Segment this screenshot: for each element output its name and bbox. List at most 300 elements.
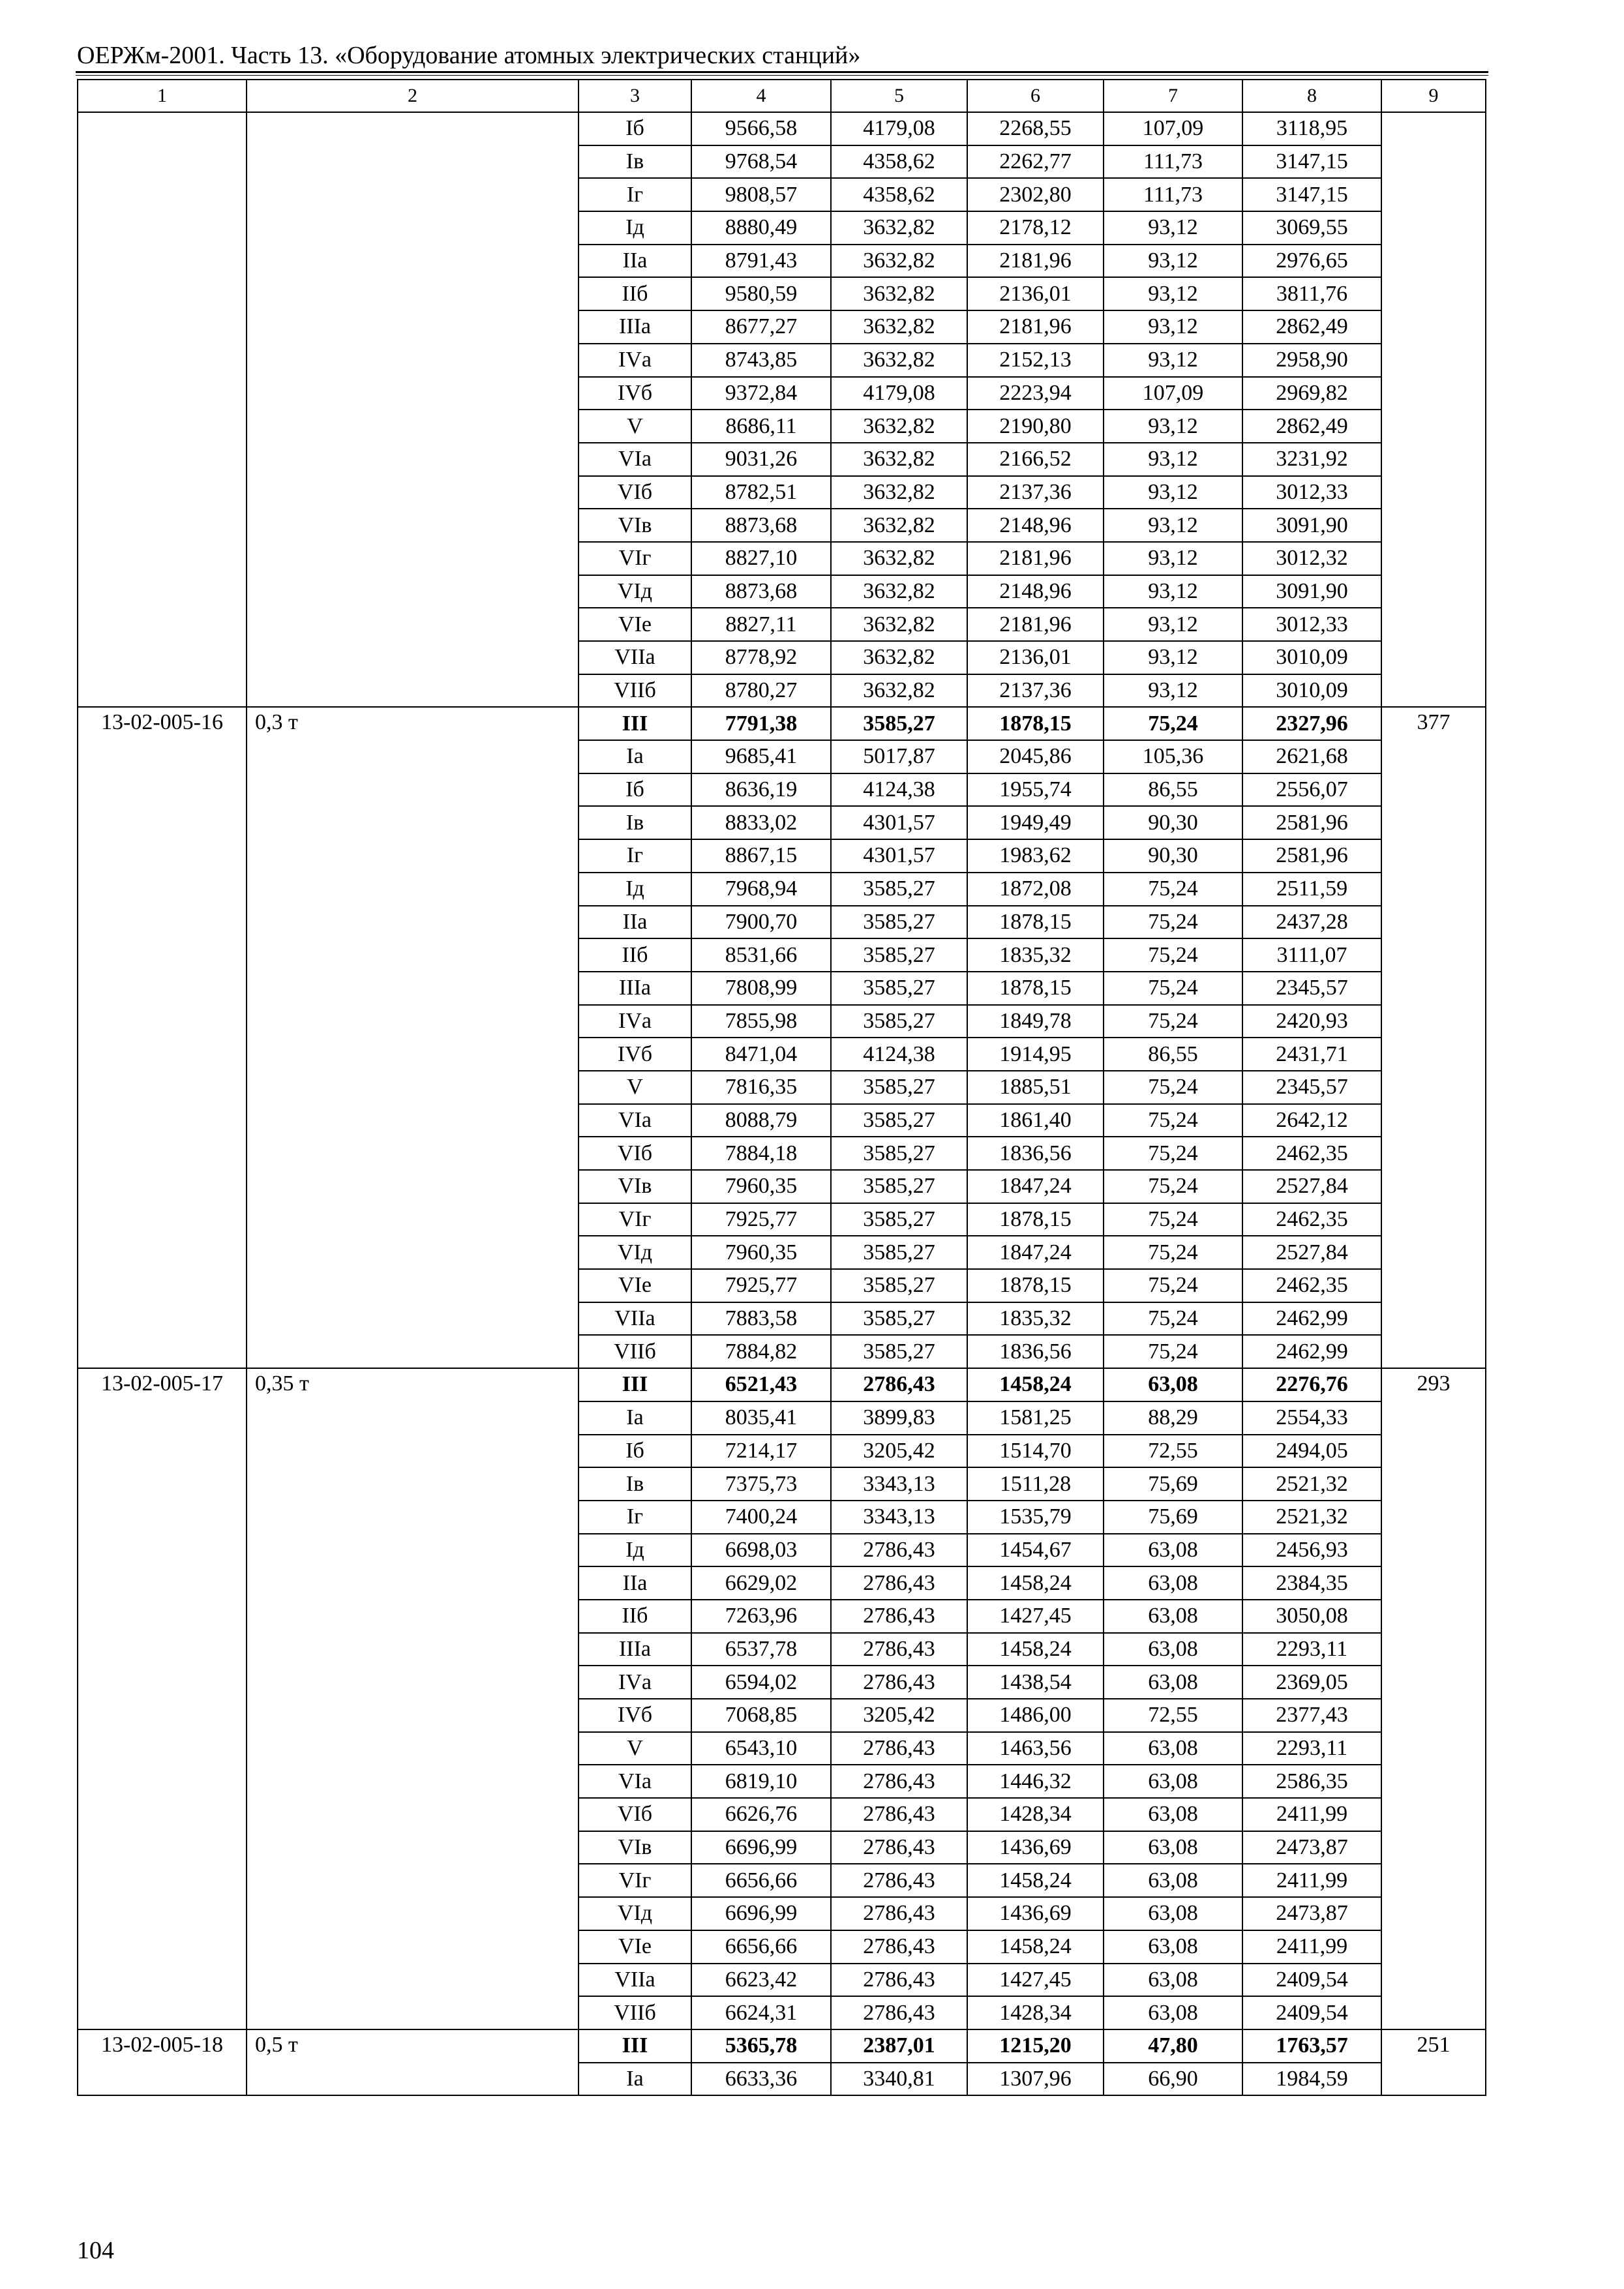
zone-cell: Iб (579, 112, 691, 145)
value-cell: 72,55 (1104, 1699, 1242, 1732)
value-cell: 1849,78 (967, 1005, 1104, 1038)
value-cell: 63,08 (1104, 1732, 1242, 1765)
value-cell: 2462,35 (1242, 1137, 1381, 1170)
value-cell: 75,24 (1104, 707, 1242, 740)
value-cell: 1427,45 (967, 1600, 1104, 1633)
value-cell: 7968,94 (691, 873, 831, 906)
zone-cell: Iб (579, 773, 691, 807)
rate-code-cell: 13-02-005-18 (78, 2029, 247, 2095)
zone-cell: VIа (579, 443, 691, 476)
zone-cell: IIб (579, 277, 691, 310)
rates-table-body (78, 80, 1486, 2095)
value-cell: 2511,59 (1242, 873, 1381, 906)
value-cell: 7960,35 (691, 1236, 831, 1269)
value-cell: 93,12 (1104, 575, 1242, 608)
value-cell: 3340,81 (831, 2063, 967, 2096)
value-cell: 1427,45 (967, 1964, 1104, 1997)
zone-cell: VIг (579, 1203, 691, 1236)
value-cell: 72,55 (1104, 1435, 1242, 1468)
value-cell: 2302,80 (967, 178, 1104, 211)
value-cell: 107,09 (1104, 112, 1242, 145)
value-cell: 2462,35 (1242, 1269, 1381, 1302)
value-cell: 63,08 (1104, 1831, 1242, 1864)
value-cell: 1914,95 (967, 1038, 1104, 1071)
value-cell: 1436,69 (967, 1831, 1104, 1864)
value-cell: 9768,54 (691, 145, 831, 179)
value-cell: 4179,08 (831, 377, 967, 410)
value-cell: 6633,36 (691, 2063, 831, 2096)
value-cell: 4358,62 (831, 178, 967, 211)
zone-cell: IVа (579, 1666, 691, 1699)
value-cell: 6537,78 (691, 1633, 831, 1666)
value-cell: 3091,90 (1242, 509, 1381, 542)
zone-cell: IVб (579, 377, 691, 410)
value-cell: 3118,95 (1242, 112, 1381, 145)
zone-cell: VIIа (579, 1302, 691, 1336)
value-cell: 105,36 (1104, 740, 1242, 773)
value-cell: 5365,78 (691, 2029, 831, 2063)
zone-cell: VIIб (579, 1996, 691, 2029)
zone-cell: V (579, 410, 691, 443)
value-cell: 1984,59 (1242, 2063, 1381, 2096)
zone-cell: VIе (579, 608, 691, 641)
value-cell: 75,24 (1104, 1269, 1242, 1302)
value-cell: 9580,59 (691, 277, 831, 310)
zone-cell: IVб (579, 1699, 691, 1732)
value-cell: 7925,77 (691, 1269, 831, 1302)
value-cell: 6696,99 (691, 1897, 831, 1930)
zone-cell: VIб (579, 476, 691, 509)
value-cell: 3069,55 (1242, 211, 1381, 245)
value-cell: 2786,43 (831, 1600, 967, 1633)
value-cell: 2377,43 (1242, 1699, 1381, 1732)
rate-description-cell: 0,5 т (247, 2029, 579, 2095)
value-cell: 2521,32 (1242, 1467, 1381, 1501)
zone-cell: Iд (579, 1534, 691, 1567)
value-cell: 1436,69 (967, 1897, 1104, 1930)
value-cell: 6696,99 (691, 1831, 831, 1864)
value-cell: 111,73 (1104, 178, 1242, 211)
value-cell: 2621,68 (1242, 740, 1381, 773)
value-cell: 107,09 (1104, 377, 1242, 410)
zone-cell: IIIа (579, 310, 691, 344)
zone-cell: VIв (579, 509, 691, 542)
value-cell: 1836,56 (967, 1137, 1104, 1170)
value-cell: 93,12 (1104, 443, 1242, 476)
value-cell: 2462,99 (1242, 1335, 1381, 1368)
value-cell: 7960,35 (691, 1170, 831, 1203)
value-cell: 8873,68 (691, 509, 831, 542)
zone-cell: VIв (579, 1170, 691, 1203)
value-cell: 1847,24 (967, 1236, 1104, 1269)
value-cell: 63,08 (1104, 1996, 1242, 2029)
value-cell: 6624,31 (691, 1996, 831, 2029)
value-cell: 63,08 (1104, 1765, 1242, 1798)
value-cell: 1835,32 (967, 1302, 1104, 1336)
value-cell: 2958,90 (1242, 344, 1381, 377)
value-cell: 1463,56 (967, 1732, 1104, 1765)
value-cell: 3012,33 (1242, 476, 1381, 509)
value-cell: 4301,57 (831, 806, 967, 839)
value-cell: 6819,10 (691, 1765, 831, 1798)
value-cell: 93,12 (1104, 476, 1242, 509)
value-cell: 2268,55 (967, 112, 1104, 145)
value-cell: 9031,26 (691, 443, 831, 476)
value-cell: 9808,57 (691, 178, 831, 211)
value-cell: 2494,05 (1242, 1435, 1381, 1468)
value-cell: 93,12 (1104, 542, 1242, 575)
value-cell: 3632,82 (831, 344, 967, 377)
value-cell: 7816,35 (691, 1071, 831, 1104)
value-cell: 1763,57 (1242, 2029, 1381, 2063)
zone-cell: IVа (579, 1005, 691, 1038)
value-cell: 3632,82 (831, 476, 967, 509)
value-cell: 75,24 (1104, 1335, 1242, 1368)
value-cell: 63,08 (1104, 1798, 1242, 1831)
column-number: 3 (579, 80, 691, 112)
zone-cell: Iв (579, 1467, 691, 1501)
value-cell: 1949,49 (967, 806, 1104, 839)
value-cell: 8780,27 (691, 674, 831, 708)
value-cell: 8827,10 (691, 542, 831, 575)
value-cell: 7855,98 (691, 1005, 831, 1038)
value-cell: 1511,28 (967, 1467, 1104, 1501)
column-number-row (78, 80, 1486, 112)
value-cell: 2431,71 (1242, 1038, 1381, 1071)
zone-cell: IIб (579, 938, 691, 972)
value-cell: 7900,70 (691, 906, 831, 939)
value-cell: 6594,02 (691, 1666, 831, 1699)
zone-cell: IIа (579, 1566, 691, 1600)
table-row (78, 112, 1486, 145)
value-cell: 3585,27 (831, 1005, 967, 1038)
zone-cell: VIа (579, 1765, 691, 1798)
value-cell: 2786,43 (831, 1930, 967, 1964)
value-cell: 8867,15 (691, 839, 831, 873)
value-cell: 75,24 (1104, 1104, 1242, 1137)
value-cell: 2473,87 (1242, 1831, 1381, 1864)
column-9-cell: 377 (1381, 707, 1486, 1368)
value-cell: 4301,57 (831, 839, 967, 873)
column-number: 2 (247, 80, 579, 112)
value-cell: 3585,27 (831, 707, 967, 740)
value-cell: 2148,96 (967, 575, 1104, 608)
value-cell: 2786,43 (831, 1831, 967, 1864)
value-cell: 7925,77 (691, 1203, 831, 1236)
value-cell: 63,08 (1104, 1964, 1242, 1997)
value-cell: 2521,32 (1242, 1501, 1381, 1534)
value-cell: 8782,51 (691, 476, 831, 509)
value-cell: 63,08 (1104, 1666, 1242, 1699)
value-cell: 2262,77 (967, 145, 1104, 179)
zone-cell: III (579, 1368, 691, 1401)
value-cell: 3010,09 (1242, 674, 1381, 708)
column-9-cell (1381, 112, 1486, 707)
value-cell: 3343,13 (831, 1501, 967, 1534)
value-cell: 2527,84 (1242, 1236, 1381, 1269)
column-number: 6 (967, 80, 1104, 112)
value-cell: 63,08 (1104, 1897, 1242, 1930)
value-cell: 3205,42 (831, 1435, 967, 1468)
column-number: 1 (78, 80, 247, 112)
value-cell: 2293,11 (1242, 1633, 1381, 1666)
rate-description-cell: 0,3 т (247, 707, 579, 1368)
zone-cell: VIд (579, 1236, 691, 1269)
value-cell: 3585,27 (831, 906, 967, 939)
value-cell: 1847,24 (967, 1170, 1104, 1203)
value-cell: 2786,43 (831, 1666, 967, 1699)
value-cell: 2327,96 (1242, 707, 1381, 740)
value-cell: 2384,35 (1242, 1566, 1381, 1600)
value-cell: 1458,24 (967, 1864, 1104, 1897)
value-cell: 1486,00 (967, 1699, 1104, 1732)
value-cell: 2976,65 (1242, 245, 1381, 278)
value-cell: 2409,54 (1242, 1964, 1381, 1997)
value-cell: 2276,76 (1242, 1368, 1381, 1401)
value-cell: 2786,43 (831, 1996, 967, 2029)
column-number: 7 (1104, 80, 1242, 112)
zone-cell: VIе (579, 1930, 691, 1964)
value-cell: 3632,82 (831, 211, 967, 245)
zone-cell: VIг (579, 542, 691, 575)
value-cell: 1458,24 (967, 1368, 1104, 1401)
value-cell: 2862,49 (1242, 310, 1381, 344)
value-cell: 2369,05 (1242, 1666, 1381, 1699)
value-cell: 7375,73 (691, 1467, 831, 1501)
value-cell: 47,80 (1104, 2029, 1242, 2063)
value-cell: 9566,58 (691, 112, 831, 145)
value-cell: 63,08 (1104, 1368, 1242, 1401)
value-cell: 4179,08 (831, 112, 967, 145)
header-rule-thin (76, 75, 1488, 76)
value-cell: 2136,01 (967, 277, 1104, 310)
value-cell: 8880,49 (691, 211, 831, 245)
value-cell: 3811,76 (1242, 277, 1381, 310)
zone-cell: VIIа (579, 1964, 691, 1997)
value-cell: 2473,87 (1242, 1897, 1381, 1930)
zone-cell: VIIа (579, 641, 691, 674)
rates-table (77, 79, 1486, 2096)
value-cell: 3632,82 (831, 245, 967, 278)
value-cell: 3585,27 (831, 1335, 967, 1368)
value-cell: 63,08 (1104, 1600, 1242, 1633)
value-cell: 93,12 (1104, 310, 1242, 344)
value-cell: 1878,15 (967, 906, 1104, 939)
value-cell: 2293,11 (1242, 1732, 1381, 1765)
value-cell: 63,08 (1104, 1633, 1242, 1666)
value-cell: 93,12 (1104, 211, 1242, 245)
value-cell: 111,73 (1104, 145, 1242, 179)
value-cell: 1878,15 (967, 1269, 1104, 1302)
value-cell: 7791,38 (691, 707, 831, 740)
zone-cell: Iд (579, 873, 691, 906)
zone-cell: IIб (579, 1600, 691, 1633)
value-cell: 8088,79 (691, 1104, 831, 1137)
header-rule (76, 71, 1488, 73)
value-cell: 8833,02 (691, 806, 831, 839)
table-row (78, 2029, 1486, 2063)
value-cell: 4124,38 (831, 1038, 967, 1071)
zone-cell: Iа (579, 2063, 691, 2096)
value-cell: 1861,40 (967, 1104, 1104, 1137)
value-cell: 3632,82 (831, 410, 967, 443)
value-cell: 6623,42 (691, 1964, 831, 1997)
value-cell: 75,69 (1104, 1501, 1242, 1534)
value-cell: 8873,68 (691, 575, 831, 608)
column-9-cell: 251 (1381, 2029, 1486, 2095)
value-cell: 2152,13 (967, 344, 1104, 377)
zone-cell: Iа (579, 1401, 691, 1435)
value-cell: 2581,96 (1242, 806, 1381, 839)
zone-cell: Iа (579, 740, 691, 773)
rate-description-cell: 0,35 т (247, 1368, 579, 2029)
value-cell: 6521,43 (691, 1368, 831, 1401)
value-cell: 2223,94 (967, 377, 1104, 410)
value-cell: 2137,36 (967, 674, 1104, 708)
zone-cell: V (579, 1071, 691, 1104)
value-cell: 2786,43 (831, 1534, 967, 1567)
value-cell: 3632,82 (831, 542, 967, 575)
value-cell: 2554,33 (1242, 1401, 1381, 1435)
value-cell: 93,12 (1104, 674, 1242, 708)
value-cell: 75,24 (1104, 972, 1242, 1005)
value-cell: 3585,27 (831, 1137, 967, 1170)
value-cell: 2181,96 (967, 608, 1104, 641)
value-cell: 1983,62 (967, 839, 1104, 873)
value-cell: 1535,79 (967, 1501, 1104, 1534)
zone-cell: Iг (579, 178, 691, 211)
value-cell: 4358,62 (831, 145, 967, 179)
value-cell: 2411,99 (1242, 1864, 1381, 1897)
value-cell: 1878,15 (967, 707, 1104, 740)
column-number: 9 (1381, 80, 1486, 112)
zone-cell: Iв (579, 806, 691, 839)
value-cell: 2642,12 (1242, 1104, 1381, 1137)
zone-cell: Iб (579, 1435, 691, 1468)
value-cell: 93,12 (1104, 344, 1242, 377)
value-cell: 6656,66 (691, 1930, 831, 1964)
value-cell: 6698,03 (691, 1534, 831, 1567)
value-cell: 2137,36 (967, 476, 1104, 509)
value-cell: 75,69 (1104, 1467, 1242, 1501)
value-cell: 1955,74 (967, 773, 1104, 807)
value-cell: 1514,70 (967, 1435, 1104, 1468)
value-cell: 2409,54 (1242, 1996, 1381, 2029)
zone-cell: Iд (579, 211, 691, 245)
value-cell: 6656,66 (691, 1864, 831, 1897)
value-cell: 3632,82 (831, 310, 967, 344)
value-cell: 2786,43 (831, 1765, 967, 1798)
value-cell: 1428,34 (967, 1996, 1104, 2029)
value-cell: 2437,28 (1242, 906, 1381, 939)
value-cell: 8778,92 (691, 641, 831, 674)
value-cell: 3632,82 (831, 509, 967, 542)
page-number: 104 (77, 2237, 114, 2264)
value-cell: 93,12 (1104, 410, 1242, 443)
value-cell: 3205,42 (831, 1699, 967, 1732)
column-number: 8 (1242, 80, 1381, 112)
value-cell: 3585,27 (831, 1236, 967, 1269)
zone-cell: IIа (579, 245, 691, 278)
value-cell: 1215,20 (967, 2029, 1104, 2063)
value-cell: 2148,96 (967, 509, 1104, 542)
value-cell: 1307,96 (967, 2063, 1104, 2096)
value-cell: 1458,24 (967, 1566, 1104, 1600)
value-cell: 2387,01 (831, 2029, 967, 2063)
zone-cell: IVа (579, 344, 691, 377)
value-cell: 2166,52 (967, 443, 1104, 476)
value-cell: 63,08 (1104, 1930, 1242, 1964)
table-row (78, 1368, 1486, 1401)
value-cell: 2345,57 (1242, 972, 1381, 1005)
zone-cell: VIIб (579, 674, 691, 708)
value-cell: 2586,35 (1242, 1765, 1381, 1798)
value-cell: 9372,84 (691, 377, 831, 410)
value-cell: 93,12 (1104, 277, 1242, 310)
value-cell: 1872,08 (967, 873, 1104, 906)
value-cell: 93,12 (1104, 608, 1242, 641)
value-cell: 7068,85 (691, 1699, 831, 1732)
value-cell: 3585,27 (831, 1269, 967, 1302)
value-cell: 75,24 (1104, 1137, 1242, 1170)
rate-code-cell: 13-02-005-16 (78, 707, 247, 1368)
value-cell: 2556,07 (1242, 773, 1381, 807)
value-cell: 6543,10 (691, 1732, 831, 1765)
value-cell: 1581,25 (967, 1401, 1104, 1435)
value-cell: 3585,27 (831, 938, 967, 972)
value-cell: 6626,76 (691, 1798, 831, 1831)
value-cell: 1885,51 (967, 1071, 1104, 1104)
value-cell: 3632,82 (831, 608, 967, 641)
value-cell: 8827,11 (691, 608, 831, 641)
value-cell: 2786,43 (831, 1566, 967, 1600)
value-cell: 1878,15 (967, 972, 1104, 1005)
value-cell: 3147,15 (1242, 145, 1381, 179)
value-cell: 8677,27 (691, 310, 831, 344)
column-9-cell: 293 (1381, 1368, 1486, 2029)
value-cell: 3585,27 (831, 1170, 967, 1203)
zone-cell: Iв (579, 145, 691, 179)
zone-cell: VIд (579, 1897, 691, 1930)
zone-cell: IIIа (579, 972, 691, 1005)
value-cell: 75,24 (1104, 873, 1242, 906)
zone-cell: III (579, 2029, 691, 2063)
value-cell: 93,12 (1104, 245, 1242, 278)
zone-cell: IIIа (579, 1633, 691, 1666)
value-cell: 2969,82 (1242, 377, 1381, 410)
value-cell: 3899,83 (831, 1401, 967, 1435)
value-cell: 2581,96 (1242, 839, 1381, 873)
value-cell: 6629,02 (691, 1566, 831, 1600)
value-cell: 8743,85 (691, 344, 831, 377)
value-cell: 2786,43 (831, 1864, 967, 1897)
zone-cell: III (579, 707, 691, 740)
value-cell: 93,12 (1104, 509, 1242, 542)
value-cell: 88,29 (1104, 1401, 1242, 1435)
value-cell: 2178,12 (967, 211, 1104, 245)
zone-cell: VIа (579, 1104, 691, 1137)
value-cell: 8035,41 (691, 1401, 831, 1435)
value-cell: 2345,57 (1242, 1071, 1381, 1104)
zone-cell: VIIб (579, 1335, 691, 1368)
value-cell: 75,24 (1104, 1071, 1242, 1104)
value-cell: 3585,27 (831, 1302, 967, 1336)
value-cell: 3585,27 (831, 1071, 967, 1104)
value-cell: 3585,27 (831, 873, 967, 906)
value-cell: 3632,82 (831, 277, 967, 310)
value-cell: 3585,27 (831, 1104, 967, 1137)
value-cell: 2190,80 (967, 410, 1104, 443)
